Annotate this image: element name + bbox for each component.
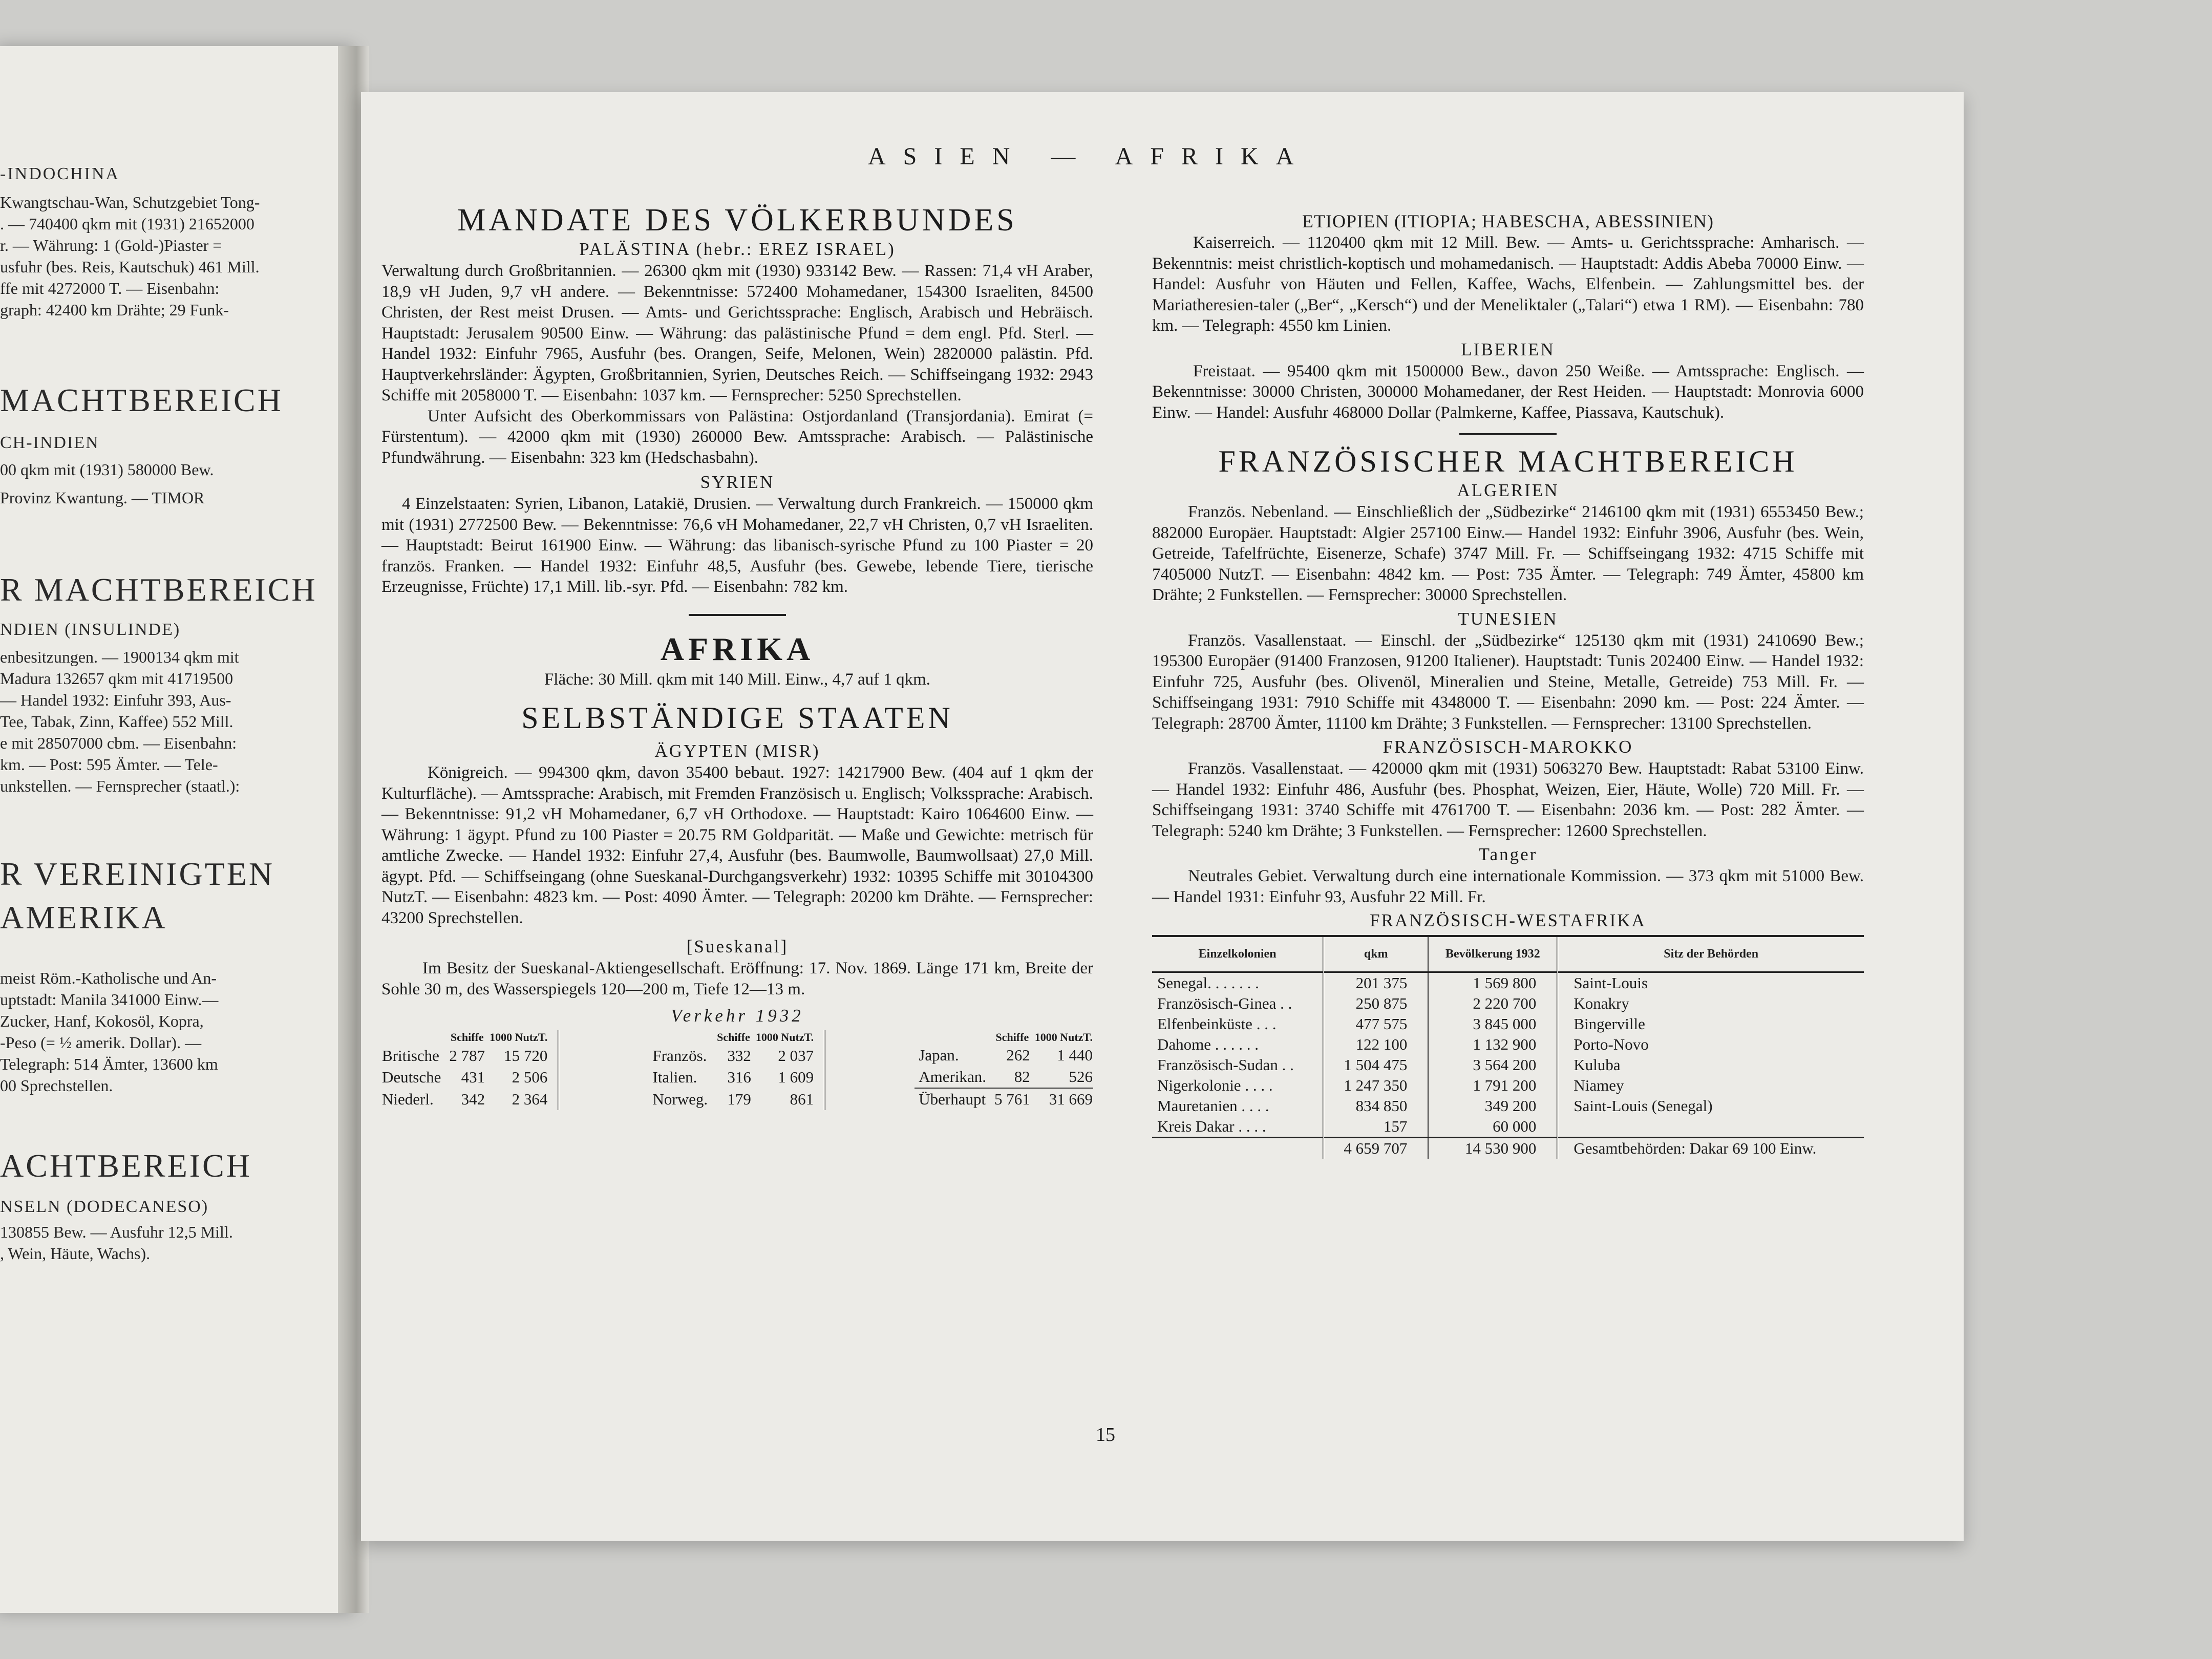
paragraph: Kaiserreich. — 1120400 qkm mit 12 Mill. Bew. — Amts- u. Gerichtssprache: Amharisch. — Bekenntnis: meist christlich-koptisch und mohamedanisch. — Hauptstadt: Addis Abeba 70000 Einw. — Handel: Ausfuhr von Häuten und Fellen, Kaffee, Wachs, Elfenbein. — Zahlungsmittel bes. der Mariatheresien-taler („Ber“, „Kersch“) und der Meneliktaler („Talari“) etwa 1 RM). — Eisenbahn: 780 km. — Telegraph: 4550 km Linien. <box>1152 233 1864 335</box>
left-line: , Wein, Häute, Wachs). <box>0 1244 151 1263</box>
col-header: qkm <box>1324 936 1429 972</box>
left-heading: R MACHTBEREICH <box>0 571 317 608</box>
table-row: Deutsche 431 2 506 <box>382 1068 548 1087</box>
paragraph: Freistaat. — 95400 qkm mit 1500000 Bew., davon 250 Weiße. — Amtssprache: Englisch. — Bekenntnisse: 30000 Christen, 300000 Mohamedaner, der Rest Heiden. — Hauptstadt: Monrovia 6000 Einw. — Handel: Ausfuhr 468000 Dollar (Palmkerne, Kaffee, Piassava, Kautschuk). <box>1152 361 1864 422</box>
subsection-title: FRANZÖSISCH-MAROKKO <box>1382 737 1633 757</box>
left-line: meist Röm.-Katholische und An- <box>0 969 217 987</box>
table-row: Französ. 332 2 037 <box>652 1046 814 1065</box>
col-header: Schiffe <box>717 1031 750 1044</box>
subsection-title: ÄGYPTEN (MISR) <box>654 741 820 761</box>
paragraph: Fläche: 30 Mill. qkm mit 140 Mill. Einw., 4,7 auf 1 qkm. <box>544 670 931 689</box>
table-row: Elfenbeinküste . . . 477 575 3 845 000 Bingerville <box>1152 1014 1864 1034</box>
left-line: Kwangtschau-Wan, Schutzgebiet Tong- <box>0 193 260 211</box>
col-header: Bevölkerung 1932 <box>1428 936 1558 972</box>
right-page <box>361 92 1964 1541</box>
left-heading: MACHTBEREICH <box>0 382 283 418</box>
table-row: Französisch-Ginea . . 250 875 2 220 700 Konakry <box>1152 993 1864 1014</box>
left-line: km. — Post: 595 Ämter. — Tele- <box>0 755 218 774</box>
column-left <box>381 202 1093 1110</box>
left-line: -INDOCHINA <box>0 164 120 183</box>
left-line: 00 Sprechstellen. <box>0 1076 113 1095</box>
left-heading: ACHTBEREICH <box>0 1147 252 1184</box>
left-line: usfuhr (bes. Reis, Kautschuk) 461 Mill. <box>0 258 260 276</box>
section-title: FRANZÖSISCHER MACHTBEREICH <box>1218 444 1798 478</box>
subsection-title: ETIOPIEN (ITIOPIA; HABESCHA, ABESSINIEN) <box>1302 211 1714 231</box>
table-row: Amerikan. 82 526 <box>919 1068 1093 1086</box>
table-row: Mauretanien . . . . 834 850 349 200 Saint-Louis (Senegal) <box>1152 1096 1864 1116</box>
subsection-title: Tanger <box>1478 844 1538 864</box>
verkehr-group <box>914 1030 1093 1110</box>
table-total-row: 4 659 707 14 530 900 Gesamtbehörden: Dakar 69 100 Einw. <box>1152 1137 1864 1159</box>
left-line: 00 qkm mit (1931) 580000 Bew. <box>0 460 214 479</box>
col-header: Schiffe <box>450 1031 484 1044</box>
table-row: Dahome . . . . . . 122 100 1 132 900 Porto-Novo <box>1152 1034 1864 1055</box>
subsection-title: PALÄSTINA (hebr.: EREZ ISRAEL) <box>579 239 896 259</box>
left-line: uptstadt: Manila 341000 Einw.— <box>0 990 219 1009</box>
left-line: Madura 132657 qkm mit 41719500 <box>0 669 233 688</box>
westafrika-table <box>1152 935 1864 1159</box>
table-title: FRANZÖSISCH-WESTAFRIKA <box>1370 910 1646 930</box>
table-row: Senegal. . . . . . . 201 375 1 569 800 Saint-Louis <box>1152 972 1864 993</box>
left-heading: R VEREINIGTEN <box>0 856 275 892</box>
subsection-title: SYRIEN <box>700 472 775 492</box>
page-number: 15 <box>1096 1424 1115 1445</box>
table-row: Kreis Dakar . . . . 157 60 000 <box>1152 1116 1864 1138</box>
table-row: Überhaupt 5 761 31 669 <box>914 1088 1093 1110</box>
left-line: r. — Währung: 1 (Gold-)Piaster = <box>0 236 222 254</box>
verkehr-group <box>381 1030 559 1110</box>
left-line: Telegraph: 514 Ämter, 13600 km <box>0 1055 218 1073</box>
col-header: Einzelkolonien <box>1152 936 1324 972</box>
table-row: Französisch-Sudan . . 1 504 475 3 564 200 Kuluba <box>1152 1055 1864 1075</box>
left-heading: AMERIKA <box>0 899 167 935</box>
table-row: Italien. 316 1 609 <box>652 1068 814 1087</box>
column-right <box>1152 210 1864 1159</box>
subsection-title: ALGERIEN <box>1457 480 1559 500</box>
left-line: 130855 Bew. — Ausfuhr 12,5 Mill. <box>0 1223 233 1241</box>
subsection-title: [Sueskanal] <box>686 937 789 956</box>
left-line: Tee, Tabak, Zinn, Kaffee) 552 Mill. <box>0 712 233 731</box>
table-row: Britische 2 787 15 720 <box>382 1046 548 1065</box>
left-line: NDIEN (INSULINDE) <box>0 620 181 639</box>
paragraph: Verwaltung durch Großbritannien. — 26300 qkm mit (1930) 933142 Bew. — Rassen: 71,4 vH Araber, 18,9 vH Juden, 9,7 vH andere. — Bekenntnisse: 572400 Mohamedaner, 154300 Israeliten, 84500 Christen, der Rest meist Drusen. — Amts- und Gerichtssprache: Englisch, Arabisch und Hebräisch. Hauptstadt: Jerusalem 90500 Einw. — Währung: das palästinische Pfund = dem engl. Pfd. Sterl. — Handel 1932: Einfuhr 7965, Ausfuhr (bes. Orangen, Seife, Melonen, Wein) 2820000 palästin. Pfd. Hauptverkehrsländer: Ägypten, Großbritannien, Syrien, Deutsches Reich. — Schiffseingang 1932: 2943 Schiffe mit 2058000 T. — Eisenbahn: 1037 km. — Fernsprecher: 5250 Sprechstellen. <box>381 262 1093 405</box>
left-line: Zucker, Hanf, Kokosöl, Kopra, <box>0 1012 204 1030</box>
paragraph: Französ. Nebenland. — Einschließlich der „Südbezirke“ 2146100 qkm mit (1931) 6553450 Bew.; 882000 Europäer. Hauptstadt: Algier 257100 Einw.— Handel 1932: Einfuhr 3906, Ausfuhr (bes. Wein, Getreide, Tafelfrüchte, Eisenerze, Schafe) 3747 Mill. Fr. — Schiffseingang 1932: 4715 Schiffe mit 7405000 NutzT. — Eisenbahn: 4842 km. — Post: 735 Ämter. — Telegraph: 749 Ämter, 45800 km Drähte; 2 Funkstellen. — Fernsprecher: 30000 Sprechstellen. <box>1152 503 1864 604</box>
left-page <box>0 46 348 1613</box>
col-header: Schiffe <box>995 1031 1029 1044</box>
section-title: AFRIKA <box>660 630 815 667</box>
left-line: unkstellen. — Fernsprecher (staatl.): <box>0 777 240 795</box>
col-header: 1000 NutzT. <box>755 1031 814 1044</box>
paragraph: 4 Einzelstaaten: Syrien, Libanon, Latakië, Drusien. — Verwaltung durch Frankreich. — 150000 qkm mit (1931) 2772500 Bew. — Bekenntnisse: 76,6 vH Mohamedaner, 22,7 vH Christen, 0,7 vH Israeliten. — Hauptstadt: Beirut 161900 Einw. — Währung: das libanisch-syrische Pfund zu 100 Piaster = 20 französ. Franken. — Handel 1932: Einfuhr 48,5, Ausfuhr (bes. Gewebe, lebende Tiere, tierische Erzeugnisse, Früchte) 17,1 Mill. lib.-syr. Pfd. — Eisenbahn: 782 km. <box>381 495 1093 596</box>
col-header: Sitz der Behörden <box>1664 947 1759 961</box>
col-header: 1000 NutzT. <box>1034 1031 1093 1044</box>
left-line: -Peso (= ½ amerik. Dollar). — <box>0 1033 202 1052</box>
left-line: graph: 42400 km Drähte; 29 Funk- <box>0 301 229 319</box>
table-row: Japan. 262 1 440 <box>919 1046 1093 1064</box>
divider <box>1459 433 1557 435</box>
paragraph: Königreich. — 994300 qkm, davon 35400 bebaut. 1927: 14217900 Bew. (404 auf 1 qkm der Kulturfläche). — Amtssprache: Arabisch, mit Fremden Französisch u. Englisch; Volkssprache: Arabisch. — Bekenntnisse: 91,2 vH Mohamedaner, 6,7 vH Orthodoxe. — Hauptstadt: Kairo 1064600 Einw. — Währung: 1 ägypt. Pfund zu 100 Piaster = 20.75 RM Goldparität. — Maße und Gewichte: metrisch für amtliche Zwecke. — Handel 1932: Einfuhr 27,4, Ausfuhr (bes. Baumwolle, Baumwollsaat) 27,0 Mill. ägypt. Pfd. — Schiffseingang (ohne Sueskanal-Durchgangsverkehr) 1932: 10395 Schiffe mit 30104300 NutzT. — Eisenbahn: 4823 km. — Post: 4090 Ämter. — Telegraph: 20200 km Drähte. — Fernsprecher: 43200 Sprechstellen. <box>381 763 1093 927</box>
left-line: enbesitzungen. — 1900134 qkm mit <box>0 648 239 666</box>
left-line: — Handel 1932: Einfuhr 393, Aus- <box>0 691 231 709</box>
section-title: SELBSTÄNDIGE STAATEN <box>521 701 953 735</box>
paragraph: Französ. Vasallenstaat. — 420000 qkm mit (1931) 5063270 Bew. Hauptstadt: Rabat 53100 Einw. — Handel 1932: Einfuhr 486, Ausfuhr (bes. Phosphat, Weizen, Eier, Häute, Wolle) 720 Mill. Fr. — Schiffseingang 1931: 3740 Schiffe mit 4761700 T. — Eisenbahn: 2036 km. — Post: 282 Ämter. — Telegraph: 5240 km Drähte; 3 Funkstellen. — Fernsprecher: 12600 Sprechstellen. <box>1152 759 1864 840</box>
left-line: . — 740400 qkm mit (1931) 21652000 <box>0 215 254 233</box>
left-line: NSELN (DODECANESO) <box>0 1197 209 1216</box>
table-title: Verkehr 1932 <box>671 1006 804 1026</box>
left-line: Provinz Kwantung. — TIMOR <box>0 488 205 507</box>
paragraph: Französ. Vasallenstaat. — Einschl. der „Südbezirke“ 125130 qkm mit (1931) 2410690 Bew.; 195300 Europäer (91400 Franzosen, 91200 Italiener). Hauptstadt: Tunis 202400 Einw. — Handel 1932: Einfuhr 725, Ausfuhr (bes. Olivenöl, Mineralien und Steine, Metalle, Getreide) 753 Mill. Fr. — Schiffseingang 1931: 7910 Schiffe mit 4348000 T. — Eisenbahn: 2090 km. — Post: 224 Ämter. — Telegraph: 28700 Ämter, 11100 km Drähte; 3 Funkstellen. — Fernsprecher: 13100 Sprechstellen. <box>1152 631 1864 733</box>
left-line: ffe mit 4272000 T. — Eisenbahn: <box>0 279 220 297</box>
table-row: Niederl. 342 2 364 <box>382 1090 548 1108</box>
paragraph: Unter Aufsicht des Oberkommissars von Palästina: Ostjordanland (Transjordania). Emirat (= Fürstentum). — 42000 qkm mit (1930) 260000 Bew. Amtssprache: Arabisch. — Palästinische Pfundwährung. — Eisenbahn: 323 km (Hedschasbahn). <box>381 407 1093 467</box>
verkehr-group <box>648 1030 825 1110</box>
table-row: Norweg. 179 861 <box>652 1090 814 1108</box>
left-line: CH-INDIEN <box>0 433 99 452</box>
paragraph: Im Besitz der Sueskanal-Aktiengesellschaft. Eröffnung: 17. Nov. 1869. Länge 171 km, Breite der Sohle 30 m, des Wasserspiegels 120—200 m, Tiefe 12—13 m. <box>381 959 1093 998</box>
left-page-content <box>0 46 348 1613</box>
table-row: Nigerkolonie . . . . 1 247 350 1 791 200 Niamey <box>1152 1075 1864 1096</box>
verkehr-table <box>381 1030 1093 1110</box>
paragraph: Neutrales Gebiet. Verwaltung durch eine internationale Kommission. — 373 qkm mit 51000 Bew. — Handel 1931: Einfuhr 93, Ausfuhr 22 Mill. Fr. <box>1152 867 1864 906</box>
left-line: e mit 28507000 cbm. — Eisenbahn: <box>0 734 237 752</box>
subsection-title: TUNESIEN <box>1458 608 1558 629</box>
col-header: 1000 NutzT. <box>490 1031 548 1044</box>
page-header: ASIEN — AFRIKA <box>868 143 1311 170</box>
subsection-title: LIBERIEN <box>1461 339 1555 359</box>
divider <box>689 614 786 616</box>
section-title: MANDATE DES VÖLKERBUNDES <box>457 203 1017 238</box>
